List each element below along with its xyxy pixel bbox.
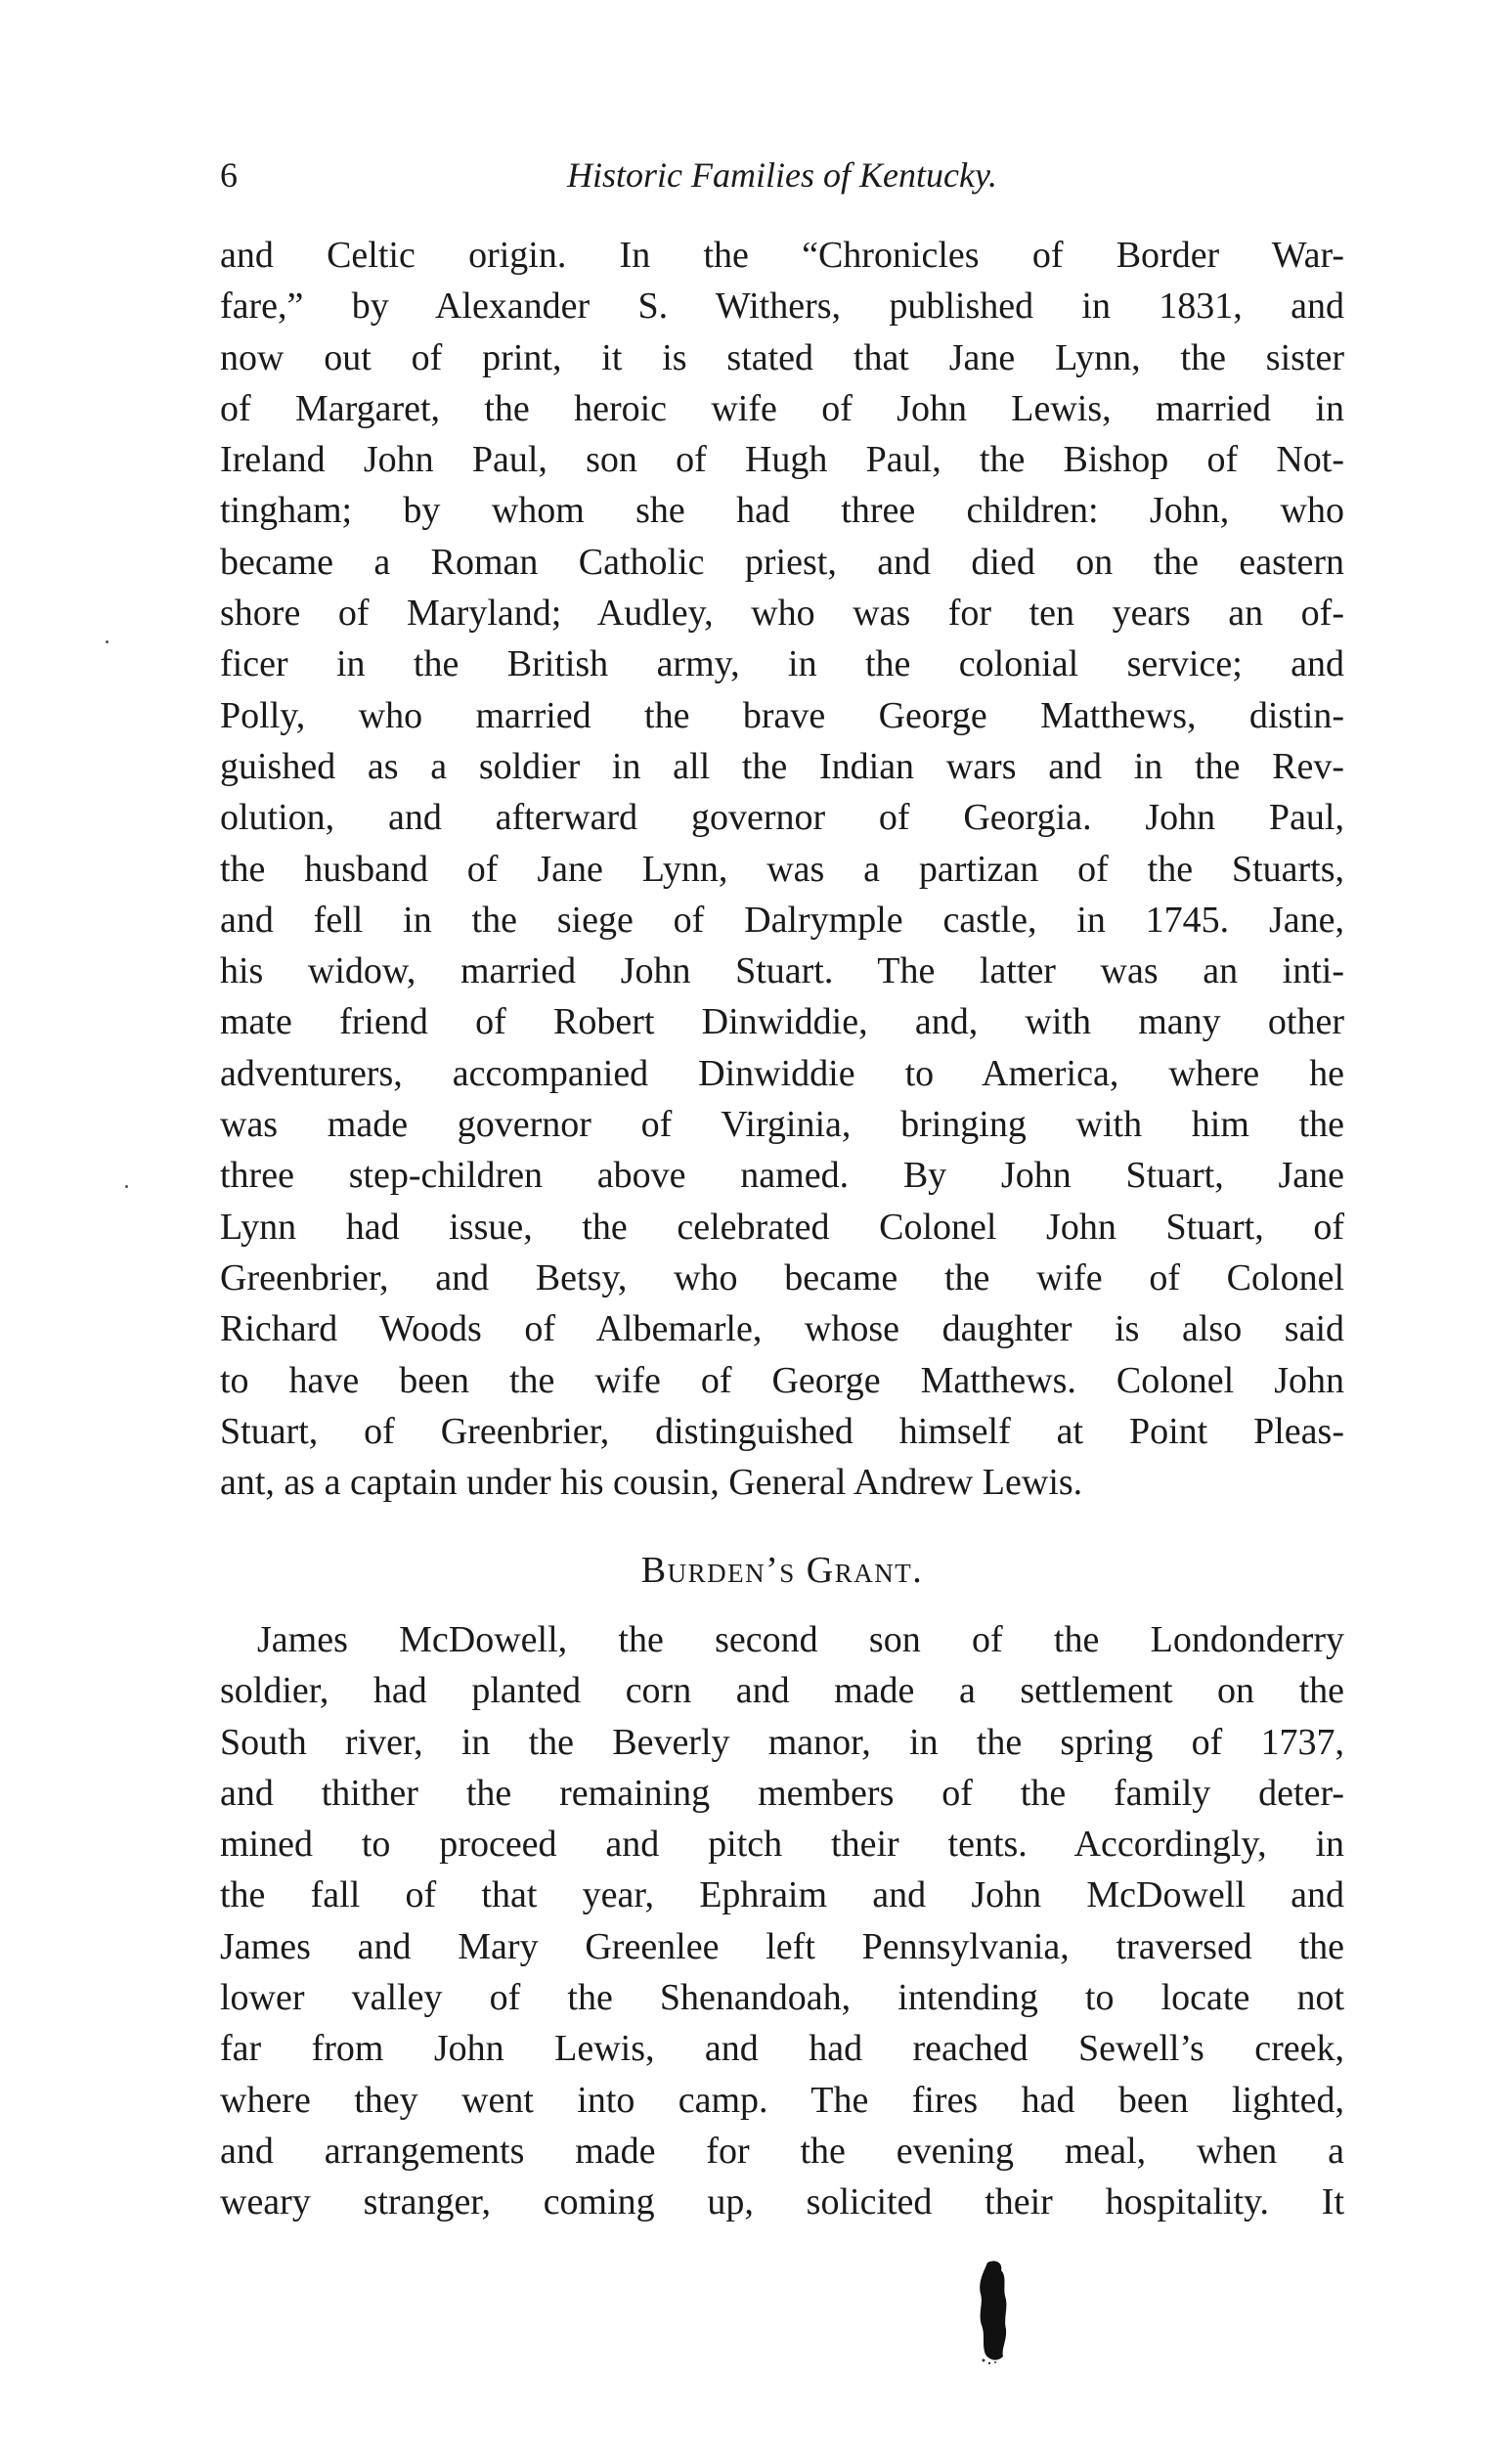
text-line: of Margaret, the heroic wife of John Lewis, married in	[220, 387, 1344, 429]
text-line: shore of Maryland; Audley, who was for ten years an of-	[220, 593, 1344, 635]
text-line: now out of print, it is stated that Jane Lynn, the sister	[220, 336, 1344, 378]
ink-blot-mark	[974, 2259, 1013, 2366]
text-line: fare,” by Alexander S. Withers, published in 1831, and	[220, 286, 1344, 328]
text-line: James and Mary Greenlee left Pennsylvania, traversed the	[220, 1925, 1344, 1967]
text-line: Lynn had issue, the celebrated Colonel John Stuart, of	[220, 1206, 1344, 1248]
text-line: where they went into camp. The fires had been lighted,	[220, 2079, 1344, 2121]
text-line: Stuart, of Greenbrier, distinguished himself at Point Pleas-	[220, 1410, 1344, 1452]
text-line: mate friend of Robert Dinwiddie, and, with many other	[220, 1001, 1344, 1043]
text-line: was made governor of Virginia, bringing with him the	[220, 1104, 1344, 1146]
page-header	[220, 154, 1344, 205]
text-line: lower valley of the Shenandoah, intending to locate not	[220, 1977, 1344, 2019]
text-line: guished as a soldier in all the Indian wars and in the Rev-	[220, 745, 1344, 787]
text-line: and fell in the siege of Dalrymple castle, in 1745. Jane,	[220, 899, 1344, 941]
text-line: became a Roman Catholic priest, and died on the eastern	[220, 541, 1344, 583]
text-line: and Celtic origin. In the “Chronicles of Border War-	[220, 235, 1344, 276]
running-title: Historic Families of Kentucky.	[567, 155, 997, 195]
text-line: Greenbrier, and Betsy, who became the wife of Colonel	[220, 1256, 1344, 1298]
text-line: and thither the remaining members of the family deter-	[220, 1772, 1344, 1814]
text-line: South river, in the Beverly manor, in the spring of 1737,	[220, 1721, 1344, 1763]
text-line: and arrangements made for the evening meal, when a	[220, 2130, 1344, 2172]
paper-speck	[125, 1185, 128, 1188]
text-line: adventurers, accompanied Dinwiddie to America, where he	[220, 1052, 1344, 1094]
text-line: olution, and afterward governor of Georgia. John Paul,	[220, 797, 1344, 839]
text-line: the husband of Jane Lynn, was a partizan of the Stuarts,	[220, 848, 1344, 890]
text-line: James McDowell, the second son of the Londonderry	[257, 1619, 1344, 1660]
text-line: mined to proceed and pitch their tents. Accordingly, in	[220, 1824, 1344, 1866]
paper-speck	[106, 640, 109, 643]
text-line: ficer in the British army, in the colonial service; and	[220, 643, 1344, 685]
text-line: Polly, who married the brave George Matthews, distin-	[220, 694, 1344, 736]
text-line: far from John Lewis, and had reached Sewell’s creek,	[220, 2028, 1344, 2070]
text-line: three step-children above named. By John Stuart, Jane	[220, 1155, 1344, 1197]
text-line: the fall of that year, Ephraim and John McDowell and	[220, 1874, 1344, 1916]
text-line: ant, as a captain under his cousin, General Andrew Lewis.	[220, 1462, 1083, 1504]
page-number: 6	[220, 155, 238, 195]
paragraph-2	[220, 1614, 1344, 2228]
text-line: soldier, had planted corn and made a settlement on the	[220, 1670, 1344, 1712]
text-line: tingham; by whom she had three children: John, who	[220, 490, 1344, 532]
text-line: to have been the wife of George Matthews. Colonel John	[220, 1359, 1344, 1401]
text-line: Ireland John Paul, son of Hugh Paul, the Bishop of Not-	[220, 439, 1344, 481]
text-line: Richard Woods of Albemarle, whose daughter is also said	[220, 1308, 1344, 1350]
text-line: his widow, married John Stuart. The latter was an inti-	[220, 950, 1344, 992]
section-heading: Burden’s Grant.	[640, 1550, 924, 1591]
text-line: weary stranger, coming up, solicited their hospitality. It	[220, 2181, 1344, 2223]
paragraph-1	[220, 230, 1344, 1508]
